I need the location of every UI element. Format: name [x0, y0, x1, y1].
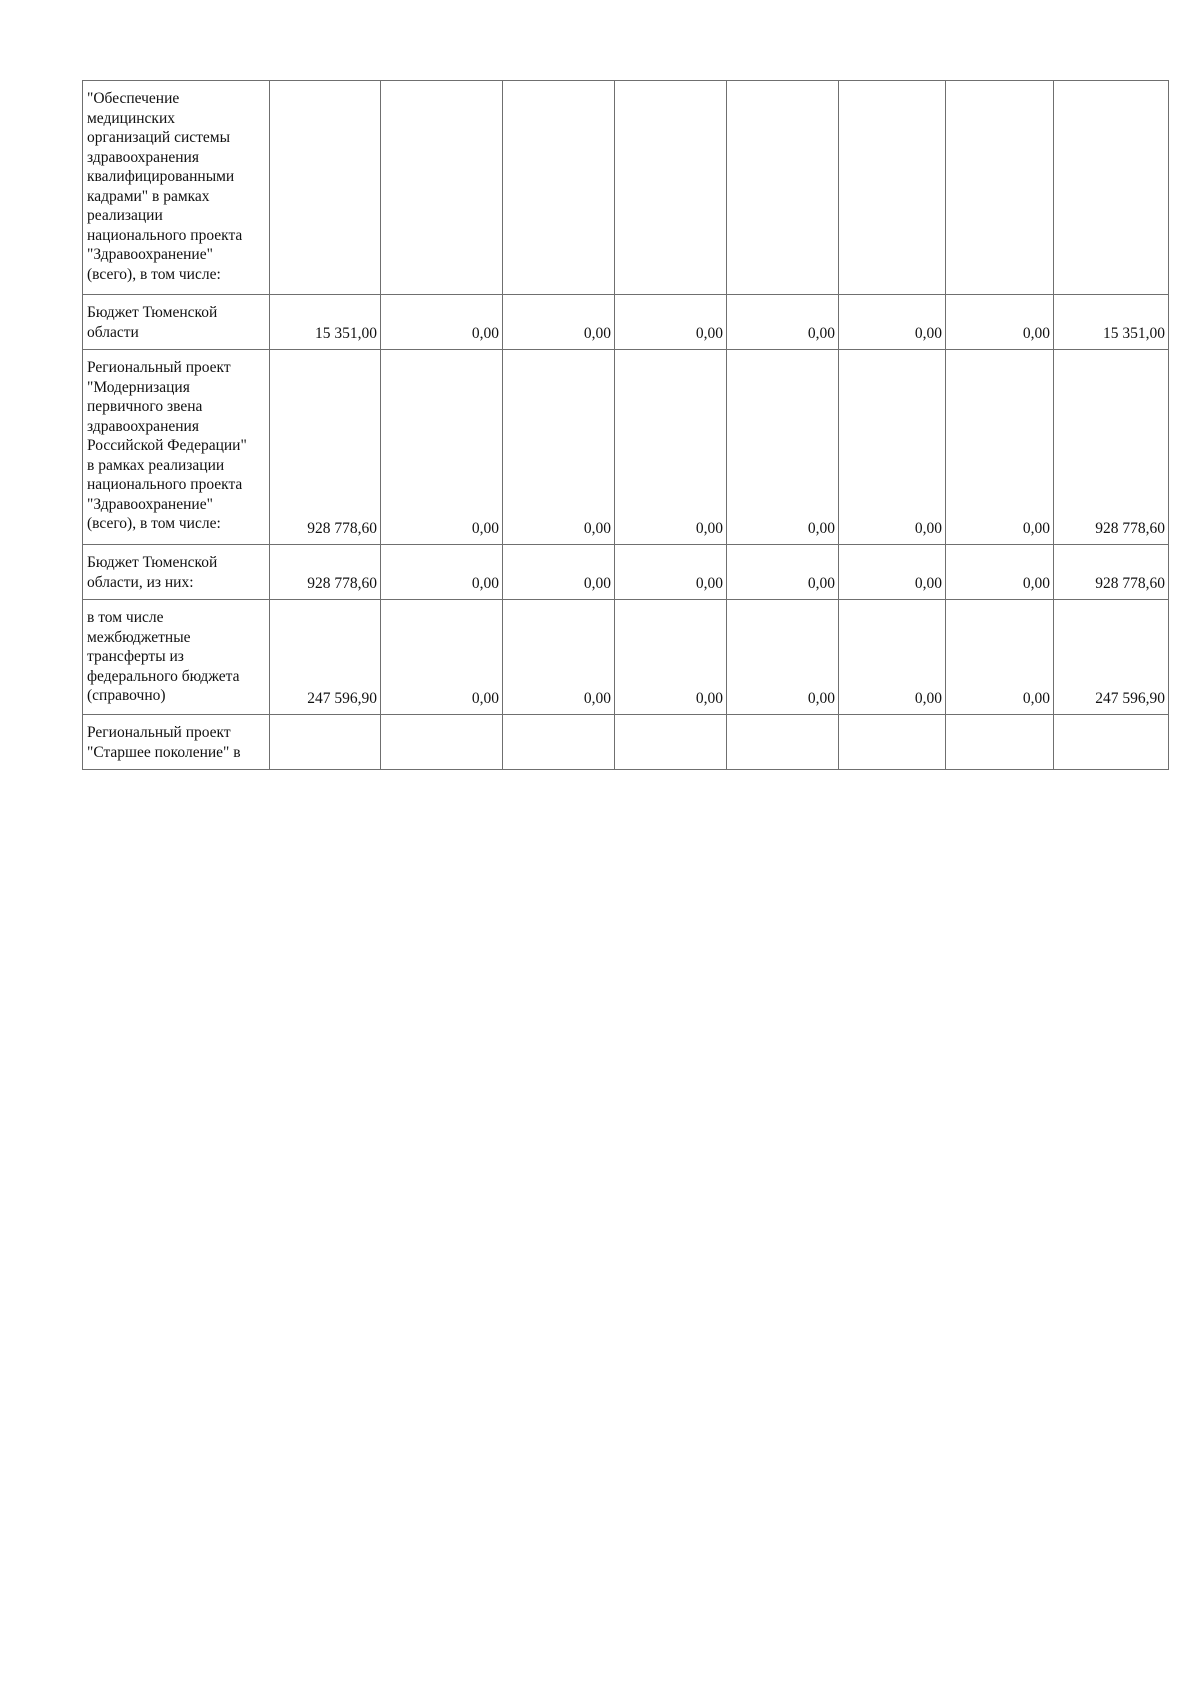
value-cell: 0,00: [615, 295, 727, 350]
row-label-line: национального проекта: [87, 226, 243, 244]
row-label-cell: [83, 81, 270, 295]
table-row: [83, 715, 1169, 770]
value-cell: 0,00: [727, 600, 839, 715]
value-cell: [839, 715, 946, 770]
value-cell: 0,00: [381, 600, 503, 715]
row-label-line: медицинских: [87, 109, 176, 127]
row-label-line: трансферты из: [87, 648, 184, 665]
row-label-line: "Модернизация: [87, 378, 190, 396]
value-cell: 247 596,90: [270, 600, 381, 715]
value-cell: 0,00: [727, 545, 839, 600]
value-cell: [727, 715, 839, 770]
value-cell: 0,00: [381, 295, 503, 350]
row-label-line: (всего), в том числе:: [87, 515, 221, 532]
value-cell: [727, 81, 839, 295]
value-cell: [503, 81, 615, 295]
value-cell: [503, 715, 615, 770]
value-cell: [1054, 81, 1169, 295]
value-cell: 15 351,00: [270, 295, 381, 350]
row-label-line: "Здравоохранение": [87, 246, 213, 263]
row-label-line: "Здравоохранение": [87, 495, 213, 513]
row-label-line: в рамках реализации: [87, 456, 225, 474]
value-cell: [839, 81, 946, 295]
row-label-line: (всего), в том числе:: [87, 265, 221, 283]
row-label-cell: [83, 295, 270, 350]
table-row: [83, 81, 1169, 295]
value-cell: 0,00: [839, 295, 946, 350]
row-label-line: Региональный проект: [87, 724, 231, 741]
table-row: [83, 295, 1169, 350]
value-cell: [270, 81, 381, 295]
value-cell: 928 778,60: [270, 545, 381, 600]
value-cell: 0,00: [946, 545, 1054, 600]
row-label-line: (справочно): [87, 687, 166, 704]
table-row: [83, 545, 1169, 600]
value-cell: 928 778,60: [270, 350, 381, 545]
row-label-line: Бюджет Тюменской: [87, 304, 218, 321]
value-cell: 0,00: [839, 350, 946, 545]
value-cell: 0,00: [503, 295, 615, 350]
budget-table: [82, 80, 1169, 770]
row-label-line: кадрами" в рамках: [87, 187, 210, 205]
row-label-line: области: [87, 323, 139, 341]
row-label-line: национального проекта: [87, 476, 243, 493]
row-label-line: здравоохранения: [87, 417, 199, 435]
value-cell: [381, 81, 503, 295]
row-label-line: организаций системы: [87, 129, 231, 146]
value-cell: 0,00: [946, 350, 1054, 545]
value-cell: 15 351,00: [1054, 295, 1169, 350]
row-label-line: здравоохранения: [87, 148, 199, 166]
row-label-cell: [83, 545, 270, 600]
table-body: [83, 81, 1169, 770]
value-cell: [615, 715, 727, 770]
value-cell: [946, 715, 1054, 770]
row-label-line: области, из них:: [87, 573, 194, 591]
row-label-line: первичного звена: [87, 398, 203, 415]
row-label-cell: [83, 600, 270, 715]
row-label-line: Российской Федерации": [87, 437, 247, 454]
row-label-cell: [83, 350, 270, 545]
row-label-line: федерального бюджета: [87, 667, 240, 685]
value-cell: 0,00: [946, 600, 1054, 715]
value-cell: 0,00: [503, 545, 615, 600]
value-cell: 0,00: [615, 545, 727, 600]
table-row: [83, 600, 1169, 715]
value-cell: 247 596,90: [1054, 600, 1169, 715]
value-cell: [615, 81, 727, 295]
value-cell: 0,00: [727, 295, 839, 350]
value-cell: 0,00: [503, 600, 615, 715]
value-cell: 0,00: [615, 350, 727, 545]
row-label-line: межбюджетные: [87, 628, 191, 646]
value-cell: 928 778,60: [1054, 350, 1169, 545]
row-label-line: Бюджет Тюменской: [87, 554, 218, 571]
value-cell: 0,00: [503, 350, 615, 545]
value-cell: [946, 81, 1054, 295]
row-label-line: "Обеспечение: [87, 90, 180, 107]
value-cell: 0,00: [381, 545, 503, 600]
row-label-line: Региональный проект: [87, 359, 231, 376]
value-cell: 0,00: [615, 600, 727, 715]
value-cell: [1054, 715, 1169, 770]
value-cell: [270, 715, 381, 770]
value-cell: 0,00: [727, 350, 839, 545]
value-cell: 0,00: [946, 295, 1054, 350]
value-cell: 0,00: [839, 600, 946, 715]
value-cell: 0,00: [381, 350, 503, 545]
row-label-line: "Старшее поколение" в: [87, 743, 241, 761]
table-row: [83, 350, 1169, 545]
row-label-line: в том числе: [87, 609, 164, 626]
value-cell: 0,00: [839, 545, 946, 600]
value-cell: 928 778,60: [1054, 545, 1169, 600]
value-cell: [381, 715, 503, 770]
row-label-line: квалифицированными: [87, 168, 235, 185]
row-label-cell: [83, 715, 270, 770]
row-label-line: реализации: [87, 207, 163, 224]
